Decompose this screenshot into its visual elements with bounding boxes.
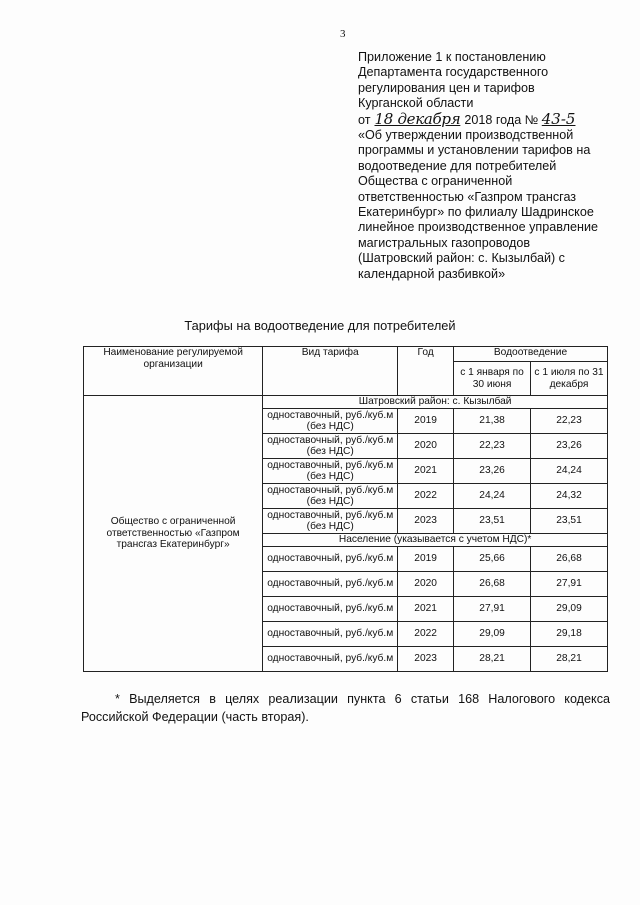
section-title: Шатровский район: с. Кызылбай — [263, 396, 608, 409]
year-cell: 2021 — [398, 459, 454, 484]
value-period2-cell: 27,91 — [531, 572, 608, 597]
tariff-kind-cell: одноставочный, руб./куб.м — [263, 597, 398, 622]
value-period2-cell: 26,68 — [531, 547, 608, 572]
year-cell: 2021 — [398, 597, 454, 622]
year-cell: 2020 — [398, 572, 454, 597]
value-period2-cell: 22,23 — [531, 409, 608, 434]
footnote — [81, 690, 610, 726]
value-period1-cell: 22,23 — [454, 434, 531, 459]
resolution-date-line — [358, 109, 620, 128]
header-kind: Вид тарифа — [263, 347, 398, 396]
value-period1-cell: 28,21 — [454, 647, 531, 672]
value-period2-cell: 23,26 — [531, 434, 608, 459]
tariff-kind-cell: одноставочный, руб./куб.м (без НДС) — [263, 409, 398, 434]
appendix-line: регулирования цен и тарифов — [358, 80, 535, 95]
footnote-text: * Выделяется в целях реализации пункта 6 статьи 168 Налогового кодекса Российской Федерации (часть вторая). — [81, 692, 610, 724]
tariff-table — [83, 346, 608, 672]
tariff-kind-cell: одноставочный, руб./куб.м — [263, 622, 398, 647]
value-period2-cell: 24,32 — [531, 484, 608, 509]
appendix-line: Екатеринбург» по филиалу Шадринское — [358, 205, 594, 220]
year-cell: 2019 — [398, 409, 454, 434]
appendix-line: (Шатровский район: с. Кызылбай) с — [358, 251, 565, 266]
value-period2-cell: 29,09 — [531, 597, 608, 622]
appendix-line: календарной разбивкой» — [358, 266, 506, 281]
tariff-kind-cell: одноставочный, руб./куб.м (без НДС) — [263, 434, 398, 459]
year-cell: 2022 — [398, 622, 454, 647]
header-year: Год — [398, 347, 454, 396]
value-period2-cell: 29,18 — [531, 622, 608, 647]
year-cell: 2022 — [398, 484, 454, 509]
section-row — [84, 396, 608, 409]
section-title: Население (указывается с учетом НДС)* — [263, 534, 608, 547]
year-cell: 2023 — [398, 647, 454, 672]
appendix-line: ответственностью «Газпром трансгаз — [358, 189, 577, 204]
value-period2-cell: 23,51 — [531, 509, 608, 534]
year-cell: 2019 — [398, 547, 454, 572]
appendix-header — [358, 50, 620, 282]
value-period1-cell: 23,51 — [454, 509, 531, 534]
tariff-kind-cell: одноставочный, руб./куб.м — [263, 572, 398, 597]
year-cell: 2020 — [398, 434, 454, 459]
value-period1-cell: 21,38 — [454, 409, 531, 434]
appendix-line: программы и установлении тарифов на — [358, 143, 591, 158]
date-suffix: 2018 года № — [464, 112, 539, 127]
value-period1-cell: 26,68 — [454, 572, 531, 597]
value-period1-cell: 25,66 — [454, 547, 531, 572]
appendix-line: водоотведение для потребителей — [358, 158, 557, 173]
header-period-1: с 1 января по 30 июня — [454, 362, 531, 396]
appendix-line: Приложение 1 к постановлению — [358, 50, 546, 64]
value-period1-cell: 29,09 — [454, 622, 531, 647]
appendix-line: линейное производственное управление — [358, 220, 599, 235]
handwritten-date: 18 декабря — [374, 109, 461, 128]
appendix-line: Департамента государственного — [358, 65, 549, 80]
table-title: Тарифы на водоотведение для потребителей — [184, 318, 456, 333]
year-cell: 2023 — [398, 509, 454, 534]
handwritten-number: 43-5 — [541, 109, 576, 128]
tariff-kind-cell: одноставочный, руб./куб.м (без НДС) — [263, 484, 398, 509]
tariff-kind-cell: одноставочный, руб./куб.м (без НДС) — [263, 459, 398, 484]
header-org: Наименование регулируемой организации — [84, 347, 263, 396]
value-period1-cell: 27,91 — [454, 597, 531, 622]
tariff-kind-cell: одноставочный, руб./куб.м — [263, 547, 398, 572]
header-row — [84, 347, 608, 362]
appendix-line: «Об утверждении производственной — [358, 128, 574, 143]
tariff-kind-cell: одноставочный, руб./куб.м (без НДС) — [263, 509, 398, 534]
appendix-line: Общества с ограниченной — [358, 174, 513, 189]
page-number: 3 — [340, 28, 346, 40]
tariff-kind-cell: одноставочный, руб./куб.м — [263, 647, 398, 672]
organization-cell: Общество с ограниченной ответственностью «Газпром трансгаз Екатеринбург» — [84, 396, 263, 672]
value-period2-cell: 24,24 — [531, 459, 608, 484]
header-period-2: с 1 июля по 31 декабря — [531, 362, 608, 396]
header-service: Водоотведение — [454, 347, 608, 362]
value-period1-cell: 24,24 — [454, 484, 531, 509]
value-period2-cell: 28,21 — [531, 647, 608, 672]
date-prefix: от — [358, 112, 371, 127]
appendix-line: Курганской области — [358, 96, 474, 111]
appendix-line: магистральных газопроводов — [358, 235, 531, 250]
value-period1-cell: 23,26 — [454, 459, 531, 484]
